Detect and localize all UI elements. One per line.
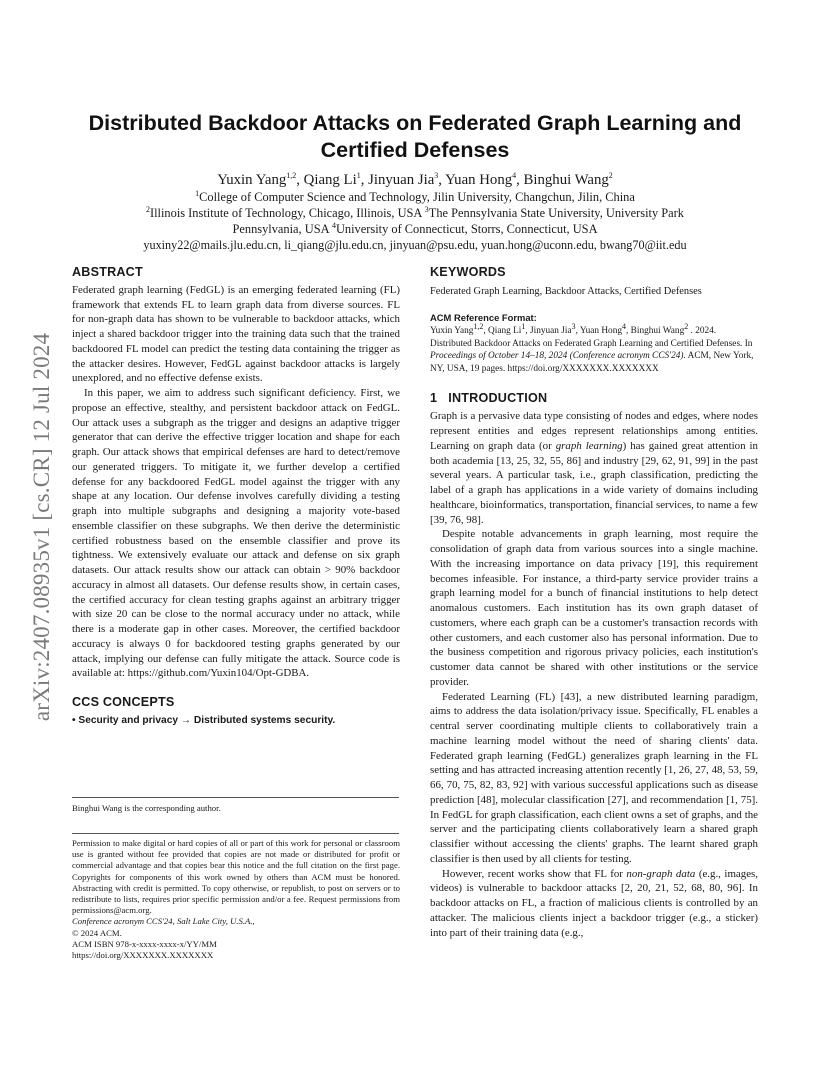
author: Binghui Wang$^2$: [523, 171, 613, 188]
right-column: [430, 265, 758, 940]
doi-line: https://doi.org/XXXXXXX.XXXXXXX: [72, 950, 214, 961]
divider-line: [72, 797, 399, 798]
author: Yuan Hong$^4$,: [445, 171, 524, 188]
permission-block: [72, 838, 400, 961]
paper-title: [72, 110, 758, 164]
keywords-heading: KEYWORDS: [430, 265, 506, 279]
abstract-heading: ABSTRACT: [72, 265, 143, 279]
ccs-heading: CCS CONCEPTS: [72, 695, 175, 709]
corresponding-note: Binghui Wang is the corresponding author.: [72, 803, 221, 813]
conference-line: Conference acronym CCS'24, Salt Lake City, U.S.A.,: [72, 916, 255, 927]
abstract-paragraph-2: In this paper, we aim to address such significant deficiency. First, we propose an effective, stealthy, and persistent backdoor attack on FedGL. Our attack uses a subgraph as the trigger and designs an adaptive trigger generator that can derive the effective trigger location and shape for each graph. Our attack shows that empirical defenses are hard to detect/remove our generated triggers. To mitigate it, we further develop a certified defense for any backdoored FedGL model against the trigger with any shape at any location. Our defense involves carefully dividing a testing graph into multiple subgraphs and designing a majority vote-based ensemble classifier on these subgraphs. We then derive the deterministic certified robustness based on the ensemble classifier and prove its tightness. We extensively evaluate our attack and defense on six graph datasets. Our attack results show our attack can obtain > 90% backdoor accuracy in almost all datasets. Our defense results show, in certain cases, the certified accuracy for clean testing graphs against an arbitrary trigger with size 20 can be close to the normal accuracy under no attack, while there is a moderate gap in other cases. Moreover, the certified backdoor accuracy is always 0 for backdoored testing graphs generated by our attack, implying our defense can fully mitigate the attack. Source code is available at: https://github.com/Yuxin104/Opt-GDBA.: [72, 387, 400, 680]
author: Jinyuan Jia$^3$,: [368, 171, 446, 188]
arxiv-stamp: arXiv:2407.08935v1 [cs.CR] 12 Jul 2024: [29, 332, 54, 722]
isbn-line: ACM ISBN 978-x-xxxx-xxxx-x/YY/MM: [72, 938, 217, 949]
keywords-text: Federated Graph Learning, Backdoor Attacks, Certified Defenses: [430, 285, 702, 297]
intro-paragraph-1: Graph is a pervasive data type consisting of nodes and edges, where nodes represent entities and edges represent relationships among entities. Learning on graph data (or graph learning) has gained great attention in both academia [13, 25, 32, 55, 86] and industry [29, 62, 91, 99] in the past several years. A particular task, i.e., graph classification, predicting the label of a graph has applications in a wide variety of domains including healthcare, bioinformatics, transportation, financial services, to name a few [39, 76, 98].: [430, 410, 758, 526]
permission-text: Permission to make digital or hard copies of all or part of this work for personal or classroom use is granted without fee provided that copies are not made or distributed for profit or commercial advantage and that copies bear this notice and the full citation on the first page. Copyrights for components of this work owned by others than ACM must be honored. Abstracting with credit is permitted. To copy otherwise, or republish, to post on servers or to redistribute to lists, requires prior specific permission and/or a fee. Request permissions from permissions@acm.org.: [72, 838, 400, 916]
intro-paragraph-2: Despite notable advancements in graph learning, most require the consolidation of graph data from various sources into a single machine. With the increasing importance on data privacy [19], this requirement becomes infeasible. For instance, a third-party service provider trains a graph learning model for a bunch of financial institutions to help detect anomalous customers. Each institution has its own graph dataset of customers, where each graph can be a customer's transaction records with other customers, and each customer also has personal information. Due to the business competition and rigorous privacy policies, each institution's customer data cannot be shared with other institutions or the service provider.: [430, 528, 758, 688]
title-line-1: Distributed Backdoor Attacks on Federated Graph Learning and: [88, 111, 742, 135]
author: Yuxin Yang$^{1,2}$,: [217, 171, 304, 188]
reference-format-text: Yuxin Yang$^{1,2}$, Qiang Li$^1$, Jinyuan Jia$^3$, Yuan Hong$^4$, Binghui Wang$^2$ . 2024. Distributed Backdoor Attacks on Federated Graph Learning and Certified Defenses. In Proceedings of October 14–18, 2024 (Conference acronym CCS'24). ACM, New York, NY, USA, 19 pages. https://doi.org/XXXXXXX.XXXXXXX: [430, 322, 754, 375]
affiliation-1: $^1$College of Computer Science and Technology, Jilin University, Changchun, Jilin, China: [195, 188, 635, 204]
divider-line: [72, 833, 399, 834]
left-column: [72, 265, 400, 729]
copyright-line: © 2024 ACM.: [72, 927, 122, 938]
affiliation-3-4: Pennsylvania, USA $^4$University of Connecticut, Storrs, Connecticut, USA: [232, 220, 598, 236]
title-line-2: Certified Defenses: [320, 138, 510, 162]
introduction-heading: 1 INTRODUCTION: [430, 390, 548, 405]
intro-paragraph-4: However, recent works show that FL for non-graph data (e.g., images, videos) is vulnerable to backdoor attacks [2, 20, 21, 52, 68, 80, 96]. In backdoor attacks on FL, a fraction of malicious clients is controlled by an attacker. The malicious clients inject a backdoor trigger (e.g., a sticker) into part of their training data (e.g.,: [430, 867, 758, 939]
abstract-paragraph-1: Federated graph learning (FedGL) is an emerging federated learning (FL) framework that extends FL to learn graph data from diverse sources. FL for non-graph data has shown to be vulnerable to backdoor attacks, which inject a shared backdoor trigger into the training data such that the trained backdoored FL model can predict the testing data containing the trigger as the attacker desires. However, FedGL against backdoor attacks is largely unexplored, and no effective defense exists.: [72, 283, 400, 385]
affiliation-2-3: $^2$Illinois Institute of Technology, Chicago, Illinois, USA $^3$The Pennsylvania State University, University Park: [145, 204, 685, 220]
intro-paragraph-3: Federated Learning (FL) [43], a new distributed learning paradigm, aims to address the data isolation/privacy issue. Specifically, FL enables a central server coordinating multiple clients to collaboratively train a machine learning model without the need of sharing clients' data. Federated graph learning (FedGL) generalizes graph learning in the FL setting and has attracted increasing attention recently [1, 26, 27, 48, 53, 59, 66, 70, 75, 82, 83, 92] with various successful applications such as disease prediction [48], molecular classification [27], and recommendation [1, 75]. In FedGL for graph classification, each client owns a set of graphs, and the server and the participating clients collaboratively learn a shared graph classifier without accessing the clients' graphs. The learnt shared graph classifier is then used by all clients for testing.: [430, 690, 758, 865]
author-emails: yuxiny22@mails.jlu.edu.cn, li_qiang@jlu.edu.cn, jinyuan@psu.edu, yuan.hong@uconn.edu, bwang70@iit.edu: [143, 238, 687, 252]
author-list: [72, 171, 758, 189]
author: Qiang Li$^1$,: [303, 171, 369, 188]
reference-format-heading: ACM Reference Format:: [430, 311, 537, 323]
ccs-concepts: • Security and privacy → Distributed systems security.: [72, 714, 336, 726]
